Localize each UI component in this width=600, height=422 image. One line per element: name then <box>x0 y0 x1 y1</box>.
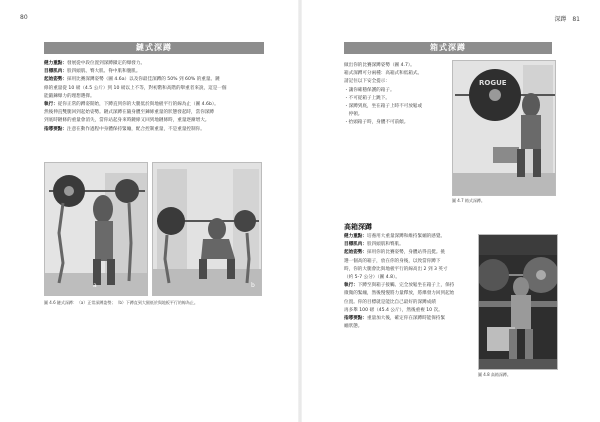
field-text: 股四頭肌、臀大肌、脊中肌和腹肌。 <box>66 69 141 75</box>
field-text: 注意在動作過程中身體保持緊繃，配合控制重量，不是重量控制你。 <box>66 126 205 132</box>
intro-line: 請記住以下安全提示： <box>344 79 390 85</box>
field-text: 發展從中段位置到深蹲鎖定的爆發力。 <box>66 61 146 66</box>
text-line <box>44 93 268 101</box>
chain-squat-text <box>44 60 268 134</box>
field-label: 起始姿勢： <box>44 77 67 83</box>
photo-high-box-squat <box>478 234 558 370</box>
text-line <box>44 101 268 109</box>
text-line <box>344 274 464 282</box>
text-line <box>44 60 268 68</box>
text-line <box>344 282 464 290</box>
field-text: 重量加大後，確定你在深蹲時能保持緊 <box>366 316 446 322</box>
right-page <box>300 0 600 422</box>
page-number-left: 80 <box>20 14 28 21</box>
field-text: 到底時鏈條的重量會消失，當你站起身來時鏈條又回到地鏈條時，重量逐漸增大。 <box>44 118 210 124</box>
field-text: 採用比賽深蹲姿勢（圖 4.6a）以及你最佳深蹲的 50% 到 60% 的重量。鏈 <box>66 77 220 83</box>
field-label: 起始姿勢： <box>344 250 367 256</box>
figure-caption-4-7: 圖 4.7 箱式深蹲。 <box>452 198 485 203</box>
field-text: 再多舉 100 磅（45.4 公斤），然後重複 10 次。 <box>344 307 443 313</box>
page-number-right: 深蹲 81 <box>554 16 580 23</box>
field-text: 條的重量從 10 磅（4.5 公斤）到 10 磅以上不等，對初階和高階的舉重者來說，這是一個 <box>44 85 227 91</box>
text-line <box>44 68 268 76</box>
safety-tip: 停頓。 <box>344 112 363 118</box>
field-label: 目標肌肉： <box>44 69 67 75</box>
text-line <box>344 241 464 249</box>
field-label: 目標肌肉： <box>344 242 367 248</box>
field-text: 選一個高的箱子，放在你的身後，以致當你蹲下 <box>344 258 441 264</box>
text-line <box>44 76 268 84</box>
field-label: 指導要點： <box>44 126 67 132</box>
high-box-squat-illustration <box>479 235 558 370</box>
field-text: 採用你的比賽姿勢，身體站得直挺。挑 <box>366 250 446 256</box>
section-title-chain-squat: 鏈式深蹲 <box>44 42 264 54</box>
photo-chain-squat-a <box>44 162 148 296</box>
field-text: 股四頭肌和臀肌。 <box>366 242 404 248</box>
text-line <box>44 117 268 125</box>
field-text: 然後伸直雙腿回到起始姿勢。鏈式深蹲在隨身體至鍊條重量的狀態發起時，當你深蹲 <box>44 110 214 116</box>
subheading-high-box-squat: 高箱深蹲 <box>344 223 372 231</box>
safety-tip: ・讓你確穩保護的箱子。 <box>344 87 395 93</box>
chain-squat-a-illustration <box>45 163 148 296</box>
field-text: 位置。你的目標就是能比自己最好的深蹲成績 <box>344 299 436 305</box>
field-text: 從你正常的蹲姿開始，下蹲直到你的大腿低於與地板平行的線為止（圖 4.6b）。 <box>57 102 219 108</box>
intro-line: 箱式深蹲可分兩種：高箱式和低箱式。 <box>344 71 423 77</box>
text-line <box>344 258 464 266</box>
text-line <box>344 266 464 274</box>
intro-line: 做出你的比賽深蹲姿勢（圖 4.7）。 <box>344 63 415 68</box>
field-label: 健力重點： <box>44 61 67 66</box>
field-label: 健力重點： <box>344 234 367 239</box>
text-line <box>344 233 464 241</box>
field-text: 下蹲至與箱子接觸。完全放鬆坐在箱子上，保持 <box>357 283 455 289</box>
high-box-squat-text <box>344 233 464 331</box>
field-text: （約 5-7 公分）（圖 4.8）。 <box>344 275 400 281</box>
box-squat-illustration <box>453 61 556 196</box>
plate-brand-text: ROGUE <box>479 79 507 87</box>
figure-caption-4-6: 圖 4.6 鏈式深蹲：（a）正常深蹲姿勢；（b）下蹲直到大腿低於與地板平行的線為止。 <box>44 300 198 305</box>
text-line <box>344 299 464 307</box>
text-line <box>44 109 268 117</box>
field-text: 時，你的大腿會比與地板平行的線高出 2 到 3 英寸 <box>344 266 448 272</box>
chain-squat-b-illustration <box>153 163 262 296</box>
field-label: 執行： <box>44 102 58 108</box>
field-text: 培養用大重量深蹲和維持緊繃的感覺。 <box>366 234 446 239</box>
text-line <box>44 85 268 93</box>
photo-chain-squat-b <box>152 162 262 296</box>
field-text: 能鍛鍊爆力的理想選擇。 <box>44 93 95 99</box>
field-text: 微微的緊繃，然後慢慢將力量釋放，將爆發力回到起始 <box>344 291 455 297</box>
photo-box-squat <box>452 60 556 196</box>
svg-text:a: a <box>93 282 97 289</box>
text-line <box>344 249 464 257</box>
field-label: 執行： <box>344 283 358 289</box>
text-line <box>344 323 464 331</box>
text-line <box>344 315 464 323</box>
text-line <box>344 290 464 298</box>
text-line <box>44 126 268 134</box>
svg-text:b: b <box>251 282 255 289</box>
section-title-box-squat: 箱式深蹲 <box>344 42 552 54</box>
safety-tip: ・抬頭箱子時，身體不可前傾。 <box>344 120 409 126</box>
safety-tips-list <box>344 87 446 128</box>
field-text: 繃狀態。 <box>344 324 363 330</box>
safety-tip: ・不可從箱子上跳下。 <box>344 95 390 101</box>
field-label: 指導要點： <box>344 316 367 322</box>
box-squat-intro <box>344 62 446 128</box>
figure-caption-4-8: 圖 4.8 高箱深蹲。 <box>478 372 511 377</box>
text-line <box>344 307 464 315</box>
safety-tip: ・深蹲到底，坐在箱子上時不可放鬆或 <box>344 104 423 110</box>
